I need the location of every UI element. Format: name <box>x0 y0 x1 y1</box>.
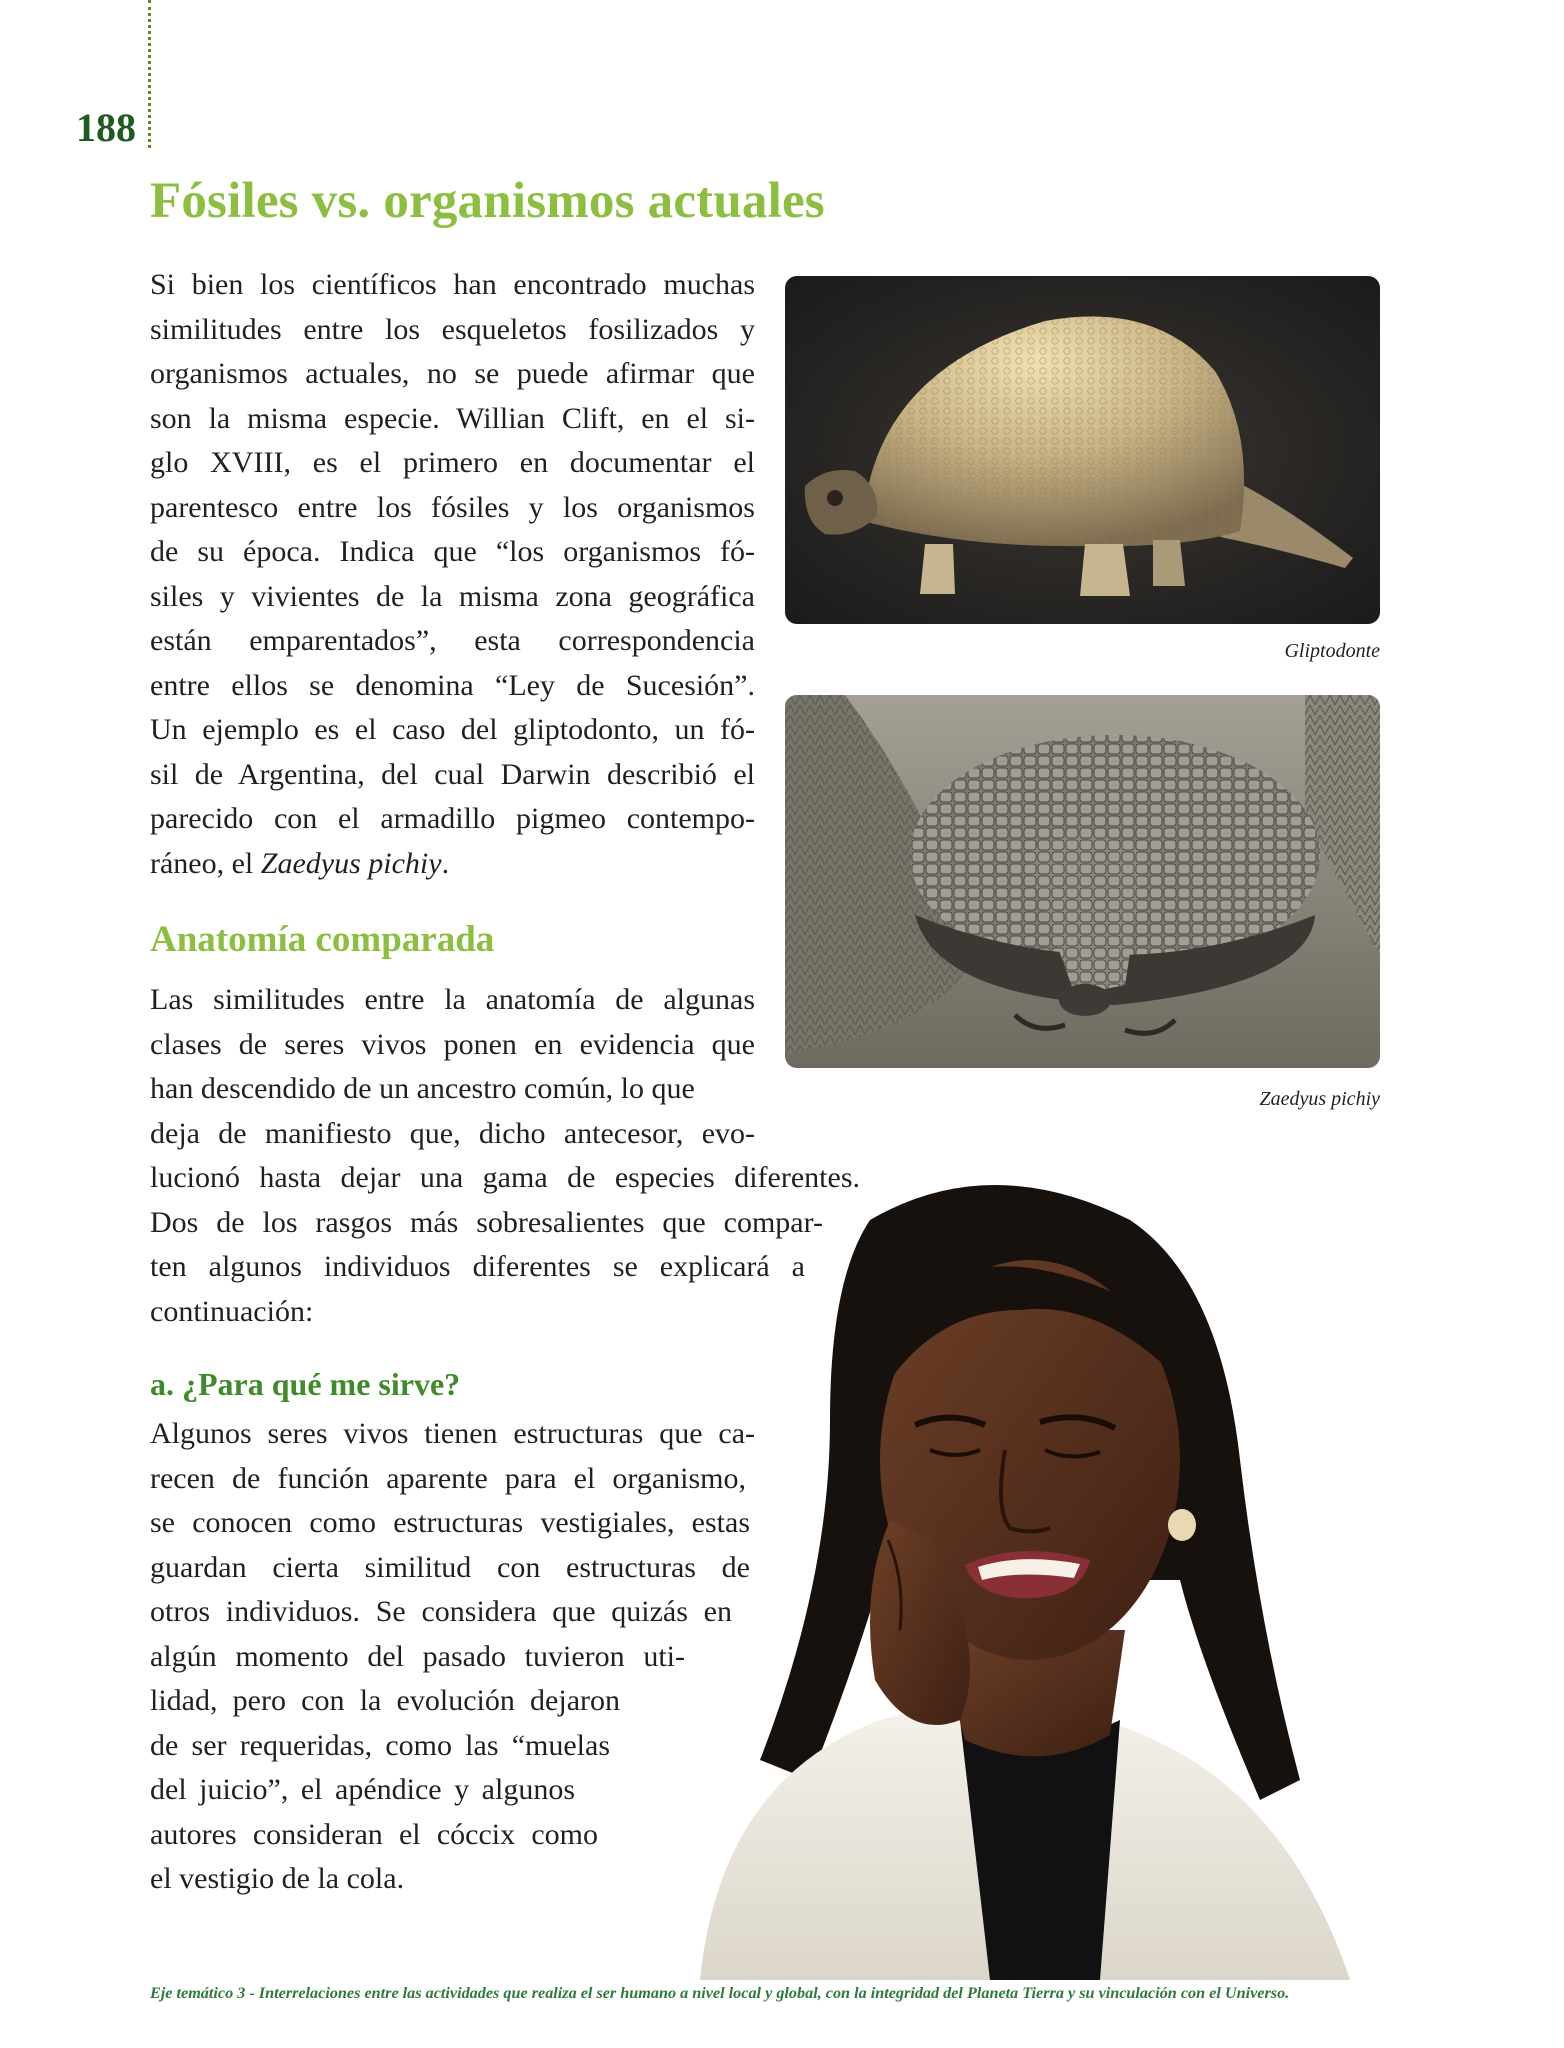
page-number: 188 <box>76 105 136 150</box>
vestigial-line: Algunos seres vivos tienen estructuras que ca- <box>150 1417 755 1450</box>
vestigial-line: autores consideran el cóccix como <box>150 1817 598 1851</box>
intro-line: siles y vivientes de la misma zona geográfica <box>150 579 755 613</box>
intro-last-line-suffix: . <box>441 846 450 880</box>
armadillo-illustration <box>785 695 1380 1068</box>
intro-line: glo XVIII, es el primero en documentar el <box>150 446 755 479</box>
toothache-woman-photo <box>660 1160 1380 1980</box>
margin-dotted-rule <box>148 0 151 148</box>
intro-last-line <box>150 842 755 887</box>
woman-illustration <box>660 1160 1380 1980</box>
glyptodon-photo <box>785 276 1380 624</box>
page-title: Fósiles vs. organismos actuales <box>150 173 825 229</box>
intro-line: parentesco entre los fósiles y los organismos <box>150 490 755 524</box>
armadillo-photo <box>785 695 1380 1068</box>
species-name: Zaedyus pichiy <box>260 846 442 880</box>
vestigial-line: del juicio”, el apéndice y algunos <box>150 1773 575 1806</box>
intro-line: de su época. Indica que “los organismos fó- <box>150 535 755 568</box>
page-footer: Eje temático 3 - Interrelaciones entre las actividades que realiza el ser humano a nivel local y global, con la integridad del Planeta Tierra y su vinculación con el Universo. <box>150 1984 1290 2002</box>
intro-line: Un ejemplo es el caso del gliptodonto, un fó- <box>150 713 755 746</box>
intro-line: parecido con el armadillo pigmeo contempo- <box>150 802 755 835</box>
intro-line: son la misma especie. Willian Clift, en el si- <box>150 401 755 435</box>
anatomy-line: Dos de los rasgos más sobresalientes que compar- <box>150 1205 823 1239</box>
section-heading-vestigial: a. ¿Para qué me sirve? <box>150 1366 461 1402</box>
armadillo-caption: Zaedyus pichiy <box>1259 1088 1380 1110</box>
vestigial-line: algún momento del pasado tuvieron uti- <box>150 1639 685 1673</box>
intro-line: Si bien los científicos han encontrado muchas <box>150 268 755 301</box>
intro-line: están emparentados”, esta correspondencia <box>150 624 755 657</box>
vestigial-line: guardan cierta similitud con estructuras de <box>150 1550 750 1584</box>
intro-line: similitudes entre los esqueletos fosilizados y <box>150 312 755 346</box>
anatomy-line: ten algunos individuos diferentes se explicará a <box>150 1250 805 1283</box>
anatomy-line: han descendido de un ancestro común, lo que <box>150 1072 695 1105</box>
section-heading-anatomy: Anatomía comparada <box>150 919 495 960</box>
anatomy-line: lucionó hasta dejar una gama de especies diferentes. <box>150 1161 860 1194</box>
vestigial-line: otros individuos. Se considera que quizás en <box>150 1595 732 1628</box>
anatomy-line: continuación: <box>150 1294 314 1328</box>
intro-line: entre ellos se denomina “Ley de Sucesión”. <box>150 668 755 702</box>
intro-line: sil de Argentina, del cual Darwin describió el <box>150 757 755 791</box>
anatomy-line: deja de manifiesto que, dicho antecesor, evo- <box>150 1116 755 1150</box>
intro-paragraph <box>150 263 755 886</box>
vestigial-line: el vestigio de la cola. <box>150 1862 405 1895</box>
anatomy-line: clases de seres vivos ponen en evidencia que <box>150 1027 755 1061</box>
glyptodon-illustration <box>785 276 1380 624</box>
intro-last-line-prefix: ráneo, el <box>150 846 261 880</box>
intro-line: organismos actuales, no se puede afirmar que <box>150 357 755 390</box>
vestigial-line: lidad, pero con la evolución dejaron <box>150 1684 620 1717</box>
vestigial-line: de ser requeridas, como las “muelas <box>150 1728 610 1762</box>
vestigial-line: se conocen como estructuras vestigiales, estas <box>150 1506 750 1539</box>
glyptodon-caption: Gliptodonte <box>1284 640 1380 662</box>
vestigial-line: recen de función aparente para el organismo, <box>150 1461 746 1495</box>
anatomy-line: Las similitudes entre la anatomía de algunas <box>150 983 755 1016</box>
